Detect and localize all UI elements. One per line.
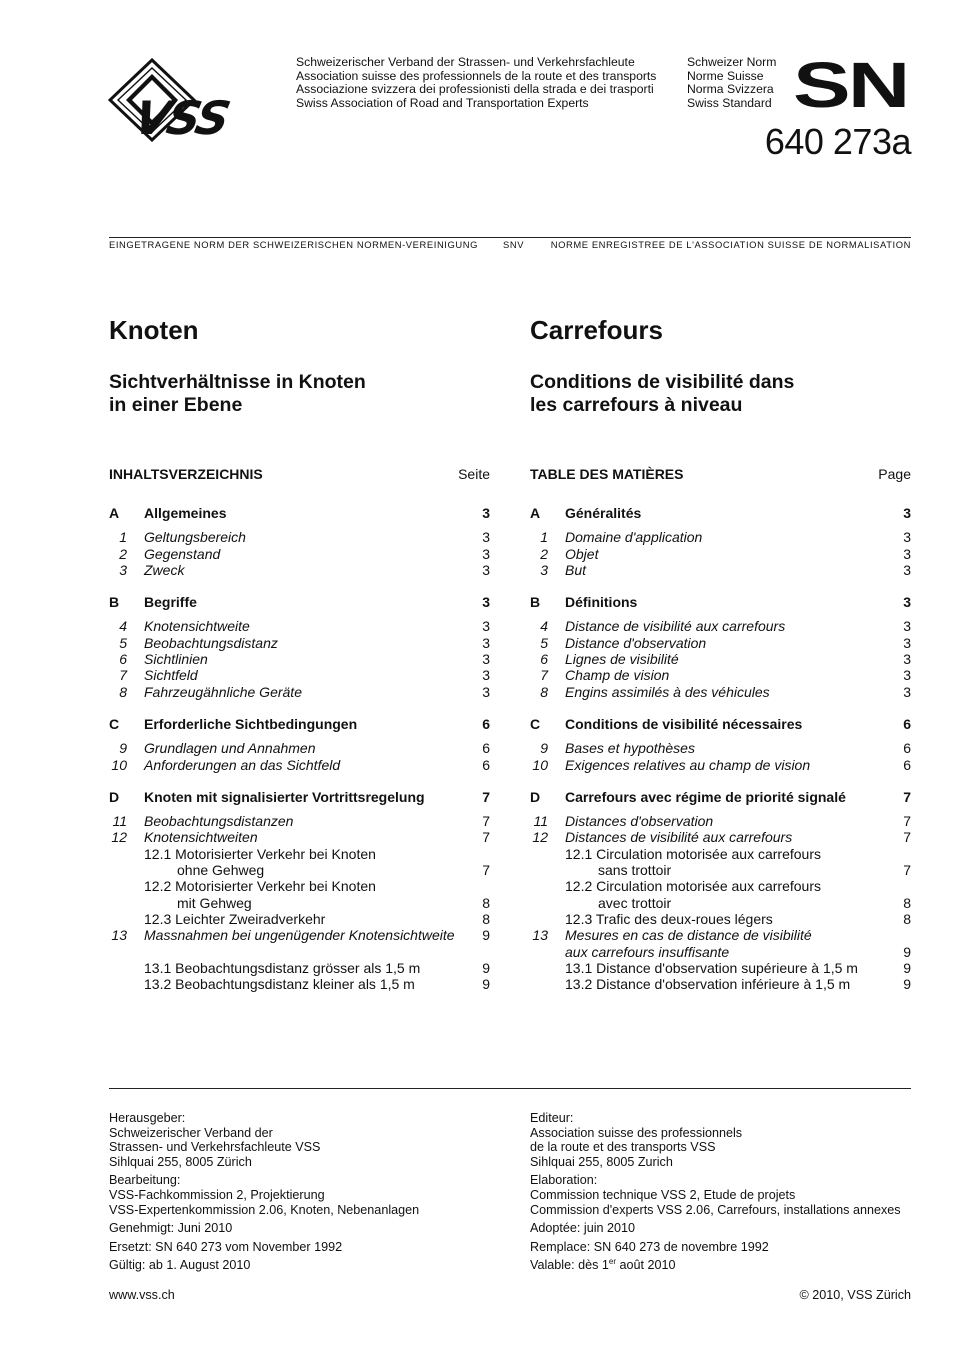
toc-entry-page: 3 (903, 545, 911, 562)
toc-section-heading[interactable] (530, 594, 911, 610)
toc-entry-page: 3 (903, 651, 911, 668)
toc-entry-text: avec trottoir (598, 894, 672, 911)
column-french (530, 312, 911, 993)
toc-entry-page: 3 (482, 529, 490, 546)
toc-section-title: Conditions de visibilité nécessaires (565, 715, 803, 732)
registration-de: EINGETRAGENE NORM DER SCHWEIZERISCHEN NORMEN-VEREINIGUNG (109, 239, 479, 250)
toc-entry[interactable] (530, 846, 911, 862)
toc-entry[interactable] (530, 546, 911, 562)
toc-page-label-de: Seite (458, 466, 490, 482)
toc-entry[interactable] (109, 757, 490, 773)
toc-section-title: Begriffe (144, 594, 197, 611)
vss-logo (108, 58, 288, 142)
toc-entry[interactable] (109, 667, 490, 683)
toc-entry-text: Sichtfeld (144, 667, 198, 684)
toc-entry-text: Distance d'observation (565, 634, 707, 651)
toc-section-heading[interactable] (530, 505, 911, 521)
editing-line-fr: Commission technique VSS 2, Etude de projets (530, 1187, 796, 1202)
footer-fr (530, 1111, 930, 1273)
toc-entry[interactable] (530, 829, 911, 845)
norm-languages (687, 56, 776, 110)
toc-entry-number: 3 (119, 561, 127, 578)
toc-entry-number: 1 (540, 529, 548, 546)
toc-entry-text: Sichtlinien (144, 651, 208, 668)
toc-entry-text: Knotensichtweiten (144, 829, 258, 846)
toc-entry[interactable] (530, 562, 911, 578)
association-en: Swiss Association of Road and Transportation Experts (296, 95, 589, 110)
editing-label-de: Bearbeitung: (109, 1173, 181, 1188)
toc-entry-text: Zweck (144, 561, 185, 578)
toc-entry-page: 8 (482, 894, 490, 911)
toc-entry[interactable] (530, 895, 911, 911)
toc-page-label-fr: Page (878, 466, 911, 482)
valid-fr-sup: er (608, 1257, 617, 1267)
toc-entry-page: 8 (903, 894, 911, 911)
toc-entry[interactable] (530, 813, 911, 829)
toc-section-letter: C (109, 715, 120, 732)
toc-entry-number: 6 (119, 651, 127, 668)
toc-entry-number: 10 (532, 756, 548, 773)
toc-entry[interactable] (109, 878, 490, 894)
toc-entry[interactable] (530, 862, 911, 878)
toc-section (530, 505, 911, 578)
toc-entry-text: Fahrzeugähnliche Geräte (144, 683, 302, 700)
valid-de: Gültig: ab 1. August 2010 (109, 1258, 251, 1273)
toc-entry-page: 3 (482, 683, 490, 700)
subtitle-de (109, 371, 490, 417)
toc-section (109, 716, 490, 773)
toc-entry[interactable] (109, 684, 490, 700)
toc-entry-text: Bases et hypothèses (565, 740, 695, 757)
toc-section-heading[interactable] (109, 505, 490, 521)
toc-entry[interactable] (109, 846, 490, 862)
subtitle-de-line: Sichtverhältnisse in Knoten (109, 371, 366, 393)
toc-entry-page: 8 (482, 910, 490, 927)
subtitle-fr-line: Conditions de visibilité dans (530, 371, 795, 393)
website-link[interactable]: www.vss.ch (109, 1288, 175, 1302)
toc-entry-page: 7 (903, 862, 911, 879)
toc-entry-text: 12.1 Circulation motorisée aux carrefours (565, 845, 822, 862)
toc-section-letter: A (530, 505, 541, 521)
toc-heading-de (109, 465, 490, 483)
toc-entry[interactable] (530, 651, 911, 667)
publisher-address-de: Sihlquai 255, 8005 Zürich (109, 1154, 252, 1169)
registration-divider (109, 237, 911, 238)
standard-number: 640 273a (764, 121, 911, 162)
toc-entry-text: 12.2 Motorisierter Verkehr bei Knoten (144, 878, 376, 895)
approved-fr: Adoptée: juin 2010 (530, 1221, 636, 1236)
toc-entry-number: 4 (119, 618, 127, 635)
toc-section-title: Allgemeines (144, 505, 227, 521)
toc-entry-text: 13.2 Beobachtungsdistanz kleiner als 1,5 m (144, 976, 415, 993)
toc-entry[interactable] (109, 862, 490, 878)
toc-entry[interactable] (530, 740, 911, 756)
toc-entry-number: 2 (540, 545, 548, 562)
toc-section (530, 716, 911, 773)
toc-title-fr: TABLE DES MATIÈRES (530, 466, 684, 482)
toc-entry[interactable] (109, 740, 490, 756)
toc-entry-text: 12.3 Leichter Zweiradverkehr (144, 910, 326, 927)
toc-entry-text: Domaine d'application (565, 529, 703, 546)
valid-fr-prefix: Valable: dès 1 (530, 1258, 609, 1273)
toc-entry-text: Distances de visibilité aux carrefours (565, 829, 793, 846)
toc-entry-text: Beobachtungsdistanz (144, 634, 278, 651)
toc-entry-number: 13 (111, 927, 127, 944)
toc-section-title: Généralités (565, 505, 642, 521)
toc-entry-number: 8 (540, 683, 548, 700)
toc-entry-text: Distances d'observation (565, 813, 714, 830)
publisher-line-fr: de la route et des transports VSS (530, 1140, 716, 1155)
toc-entry-page: 6 (903, 740, 911, 757)
toc-entry-number: 1 (119, 529, 127, 546)
toc-entry-text: Distance de visibilité aux carrefours (565, 618, 786, 635)
toc-entry-page: 9 (482, 927, 490, 944)
toc-entry-page: 8 (903, 910, 911, 927)
toc-entry-text: 13.1 Beobachtungsdistanz grösser als 1,5 m (144, 959, 421, 976)
toc-entry[interactable] (530, 684, 911, 700)
toc-entry[interactable] (109, 976, 490, 992)
toc-entry (109, 944, 490, 960)
toc-entry[interactable] (109, 546, 490, 562)
toc-entry-number: 8 (119, 683, 127, 700)
toc-entry[interactable] (530, 667, 911, 683)
toc-entry-text: 12.2 Circulation motorisée aux carrefours (565, 878, 822, 895)
toc-entry-text: 13.2 Distance d'observation inférieure à 1,5 m (565, 976, 851, 993)
toc-entry-number: 5 (540, 634, 548, 651)
title-fr: Carrefours (530, 315, 663, 345)
toc-entry-page: 3 (903, 683, 911, 700)
publisher-line-de: Strassen- und Verkehrsfachleute VSS (109, 1140, 321, 1155)
toc-section-page: 6 (903, 715, 911, 732)
association-de: Schweizerischer Verband der Strassen- und Verkehrsfachleute (296, 55, 635, 69)
toc-section (109, 789, 490, 993)
toc-section-page: 3 (903, 505, 911, 521)
toc-entry[interactable] (530, 944, 911, 960)
toc-title-de: INHALTSVERZEICHNIS (109, 466, 263, 482)
toc-section-title: Knoten mit signalisierter Vortrittsregelung (144, 788, 425, 805)
toc-entry-number: 9 (540, 740, 548, 757)
norm-it: Norma Svizzera (687, 82, 774, 97)
subtitle-fr (530, 371, 911, 417)
toc-heading-fr (530, 465, 911, 483)
toc-entry-number: 6 (540, 651, 548, 668)
footer-de (109, 1111, 509, 1273)
footer-divider (109, 1088, 911, 1089)
toc-entry-text: ohne Gehweg (177, 862, 265, 879)
toc-entry[interactable] (530, 976, 911, 992)
toc-entry-text: But (565, 561, 587, 578)
toc-entry-page: 3 (482, 634, 490, 651)
toc-entry[interactable] (109, 829, 490, 845)
toc-entry-number: 10 (111, 756, 127, 773)
toc-entry[interactable] (109, 635, 490, 651)
toc-entry[interactable] (530, 960, 911, 976)
toc-entry-text: Engins assimilés à des véhicules (565, 683, 770, 700)
publisher-line-fr: Association suisse des professionnels (530, 1125, 743, 1140)
toc-entry-page: 7 (903, 829, 911, 846)
replaces-de: Ersetzt: SN 640 273 vom November 1992 (109, 1239, 343, 1254)
toc-entry-page: 9 (903, 959, 911, 976)
toc-entry[interactable] (530, 927, 911, 943)
toc-entry-text: sans trottoir (598, 862, 672, 879)
toc-section-title: Carrefours avec régime de priorité signalé (565, 788, 846, 805)
replaces-fr: Remplace: SN 640 273 de novembre 1992 (530, 1239, 769, 1254)
toc-section (109, 505, 490, 578)
norm-fr: Norme Suisse (687, 68, 764, 83)
toc-section-letter: B (109, 594, 120, 611)
approved-de: Genehmigt: Juni 2010 (109, 1221, 233, 1236)
subtitle-fr-line: les carrefours à niveau (530, 394, 743, 416)
sn-mark: SN (793, 49, 908, 121)
toc-section-letter: B (530, 594, 541, 611)
toc-section-letter: D (109, 788, 120, 805)
toc-entry[interactable] (530, 618, 911, 634)
toc-entry-number: 7 (540, 667, 548, 684)
toc-entry-text: 12.1 Motorisierter Verkehr bei Knoten (144, 845, 376, 862)
editing-label-fr: Elaboration: (530, 1173, 598, 1188)
toc-entry-number: 4 (540, 618, 548, 635)
toc-entry-text: aux carrefours insuffisante (565, 943, 730, 960)
toc-entry-text: Knotensichtweite (144, 618, 250, 635)
toc-entry-page: 7 (482, 862, 490, 879)
toc-entry-number: 11 (112, 813, 127, 830)
toc-entry-text: Champ de vision (565, 667, 670, 684)
toc-entry[interactable] (109, 960, 490, 976)
toc-entry-number: 7 (119, 667, 127, 684)
toc-entry-page: 7 (903, 813, 911, 830)
toc-entry-page: 3 (903, 561, 911, 578)
toc-entry-page: 9 (903, 976, 911, 993)
toc-entry-page: 6 (482, 740, 490, 757)
logo-wordmark: VSS (129, 91, 233, 142)
toc-section-heading[interactable] (530, 716, 911, 732)
toc-entry-page: 3 (482, 667, 490, 684)
toc-entry[interactable] (109, 911, 490, 927)
valid-fr-suffix: août 2010 (616, 1258, 676, 1273)
toc-entry-number: 2 (119, 545, 127, 562)
subtitle-de-line: in einer Ebene (109, 394, 243, 416)
toc-entry-text: Anforderungen an das Sichtfeld (144, 756, 341, 773)
valid-fr (530, 1258, 930, 1273)
norm-en: Swiss Standard (687, 95, 772, 110)
toc-entry-number: 3 (540, 561, 548, 578)
editing-line-fr: Commission d'experts VSS 2.06, Carrefours, installations annexes (530, 1202, 901, 1217)
toc-entry[interactable] (530, 757, 911, 773)
toc-entry-text: Geltungsbereich (144, 529, 246, 546)
toc-entry-number: 13 (532, 927, 548, 944)
toc-section (530, 789, 911, 993)
toc-section-title: Définitions (565, 594, 638, 611)
toc-entry-page: 9 (482, 959, 490, 976)
registration-fr: NORME ENREGISTREE DE L'ASSOCIATION SUISSE DE NORMALISATION (550, 239, 911, 250)
toc-entry-number: 12 (532, 829, 548, 846)
association-fr: Association suisse des professionnels de la route et des transports (296, 68, 657, 83)
toc-entry-page: 6 (903, 756, 911, 773)
toc-entry-number: 5 (119, 634, 127, 651)
toc-entry-page: 3 (482, 651, 490, 668)
toc-entry-page: 7 (482, 813, 490, 830)
publisher-line-de: Schweizerischer Verband der (109, 1125, 273, 1140)
toc-entry-text: Objet (565, 545, 599, 562)
toc-section-page: 3 (482, 505, 490, 521)
toc-entry-text: Beobachtungsdistanzen (144, 813, 294, 830)
toc-entry-number: 11 (533, 813, 548, 830)
column-german (109, 312, 490, 993)
publisher-label-de: Herausgeber: (109, 1111, 186, 1125)
toc-entry[interactable] (530, 911, 911, 927)
toc-entry-number: 12 (111, 829, 127, 846)
association-names (296, 56, 656, 110)
toc-entry-text: 13.1 Distance d'observation supérieure à 1,5 m (565, 959, 858, 976)
toc-entry-page: 3 (482, 545, 490, 562)
toc-entry[interactable] (109, 618, 490, 634)
toc-section-page: 7 (903, 788, 911, 805)
toc-section-letter: A (109, 505, 120, 521)
toc-entry-page: 3 (903, 529, 911, 546)
publisher-address-fr: Sihlquai 255, 8005 Zurich (530, 1154, 673, 1169)
toc-de (109, 505, 490, 1008)
publisher-label-fr: Editeur: (530, 1111, 574, 1125)
toc-entry-page: 9 (903, 943, 911, 960)
toc-section-page: 6 (482, 715, 490, 732)
toc-section-heading[interactable] (109, 716, 490, 732)
toc-entry[interactable] (530, 635, 911, 651)
toc-section-title: Erforderliche Sichtbedingungen (144, 715, 358, 732)
toc-entry[interactable] (109, 895, 490, 911)
toc-entry[interactable] (530, 529, 911, 545)
toc-section-page: 3 (903, 594, 911, 611)
toc-section-letter: C (530, 715, 541, 732)
toc-entry-text: Grundlagen und Annahmen (144, 740, 316, 757)
toc-entry-page: 3 (482, 561, 490, 578)
toc-entry-text: Mesures en cas de distance de visibilité (565, 927, 812, 944)
editing-line-de: VSS-Fachkommission 2, Projektierung (109, 1187, 325, 1202)
toc-entry-page: 3 (482, 618, 490, 635)
toc-entry-number: 9 (119, 740, 127, 757)
toc-section-heading[interactable] (530, 789, 911, 805)
toc-entry-page: 6 (482, 756, 490, 773)
toc-section (530, 594, 911, 700)
toc-section-heading[interactable] (109, 789, 490, 805)
toc-entry[interactable] (109, 927, 490, 943)
toc-section-letter: D (530, 788, 541, 805)
toc-entry-page: 3 (903, 634, 911, 651)
association-it: Associazione svizzera dei professionisti della strada e dei trasporti (296, 82, 654, 97)
toc-entry-text: Gegenstand (144, 545, 221, 562)
registration-snv: SNV (503, 239, 525, 250)
toc-section (109, 594, 490, 700)
copyright: © 2010, VSS Zürich (799, 1288, 911, 1302)
toc-fr (530, 505, 911, 1008)
norm-de: Schweizer Norm (687, 55, 777, 69)
toc-section-heading[interactable] (109, 594, 490, 610)
toc-entry-text: Exigences relatives au champ de vision (565, 756, 811, 773)
toc-entry-page: 9 (482, 976, 490, 993)
editing-line-de: VSS-Expertenkommission 2.06, Knoten, Nebenanlagen (109, 1202, 420, 1217)
toc-entry[interactable] (109, 651, 490, 667)
toc-entry-page: 3 (903, 618, 911, 635)
toc-entry-page: 3 (903, 667, 911, 684)
toc-section-page: 3 (482, 594, 490, 611)
toc-entry[interactable] (109, 562, 490, 578)
toc-entry[interactable] (530, 878, 911, 894)
toc-entry-text: 12.3 Trafic des deux-roues légers (565, 910, 773, 927)
toc-entry[interactable] (109, 529, 490, 545)
toc-entry[interactable] (109, 813, 490, 829)
toc-entry-text: Massnahmen bei ungenügender Knotensichtweite (144, 927, 455, 944)
title-de: Knoten (109, 315, 199, 345)
toc-section-page: 7 (482, 788, 490, 805)
toc-entry-text: mit Gehweg (177, 894, 252, 911)
toc-entry-text: Lignes de visibilité (565, 651, 679, 668)
toc-entry-page: 7 (482, 829, 490, 846)
